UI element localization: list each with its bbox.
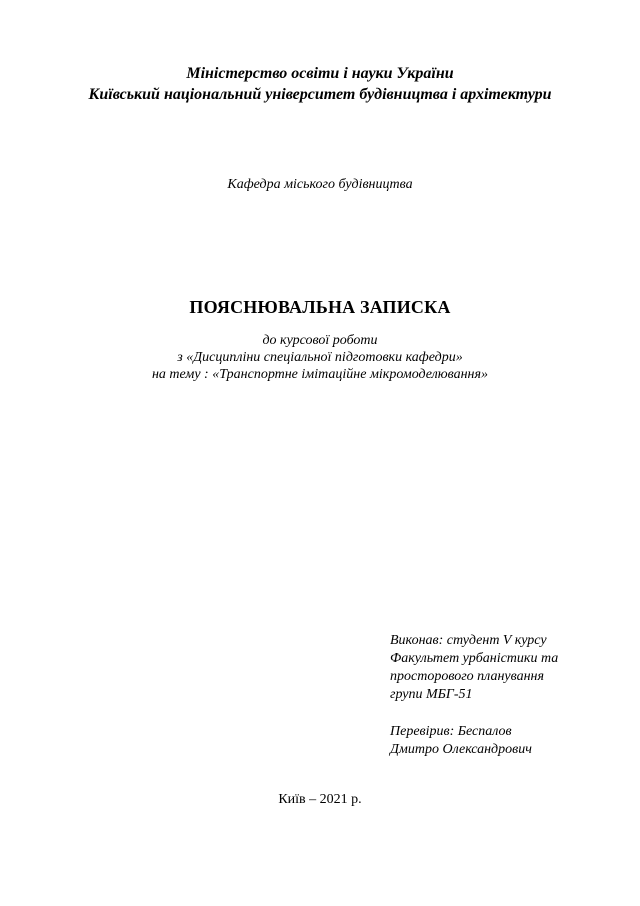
- city-year: Київ – 2021 р.: [278, 792, 362, 807]
- subtitle-topic: на тему : «Транспортне імітаційне мікромоделювання»: [151, 367, 489, 382]
- faculty-line-continued: просторового планування: [390, 669, 544, 684]
- checker-name-line: Дмитро Олександрович: [390, 742, 532, 757]
- faculty-line: Факультет урбаністики та: [390, 651, 559, 666]
- checked-by-line: Перевірив: Беспалов: [390, 724, 512, 739]
- department-name: Кафедра міського будівництва: [227, 177, 413, 192]
- ministry-heading: Міністерство освіти і науки України: [186, 65, 454, 82]
- university-heading: Київський національний університет будівництва і архітектури: [88, 86, 552, 103]
- document-title: ПОЯСНЮВАЛЬНА ЗАПИСКА: [189, 297, 451, 317]
- subtitle-discipline: з «Дисципліни спеціальної підготовки кафедри»: [177, 350, 463, 365]
- subtitle-course-work: до курсової роботи: [262, 333, 378, 348]
- group-line: групи МБГ-51: [390, 687, 473, 702]
- performed-by-line: Виконав: студент V курсу: [390, 633, 547, 648]
